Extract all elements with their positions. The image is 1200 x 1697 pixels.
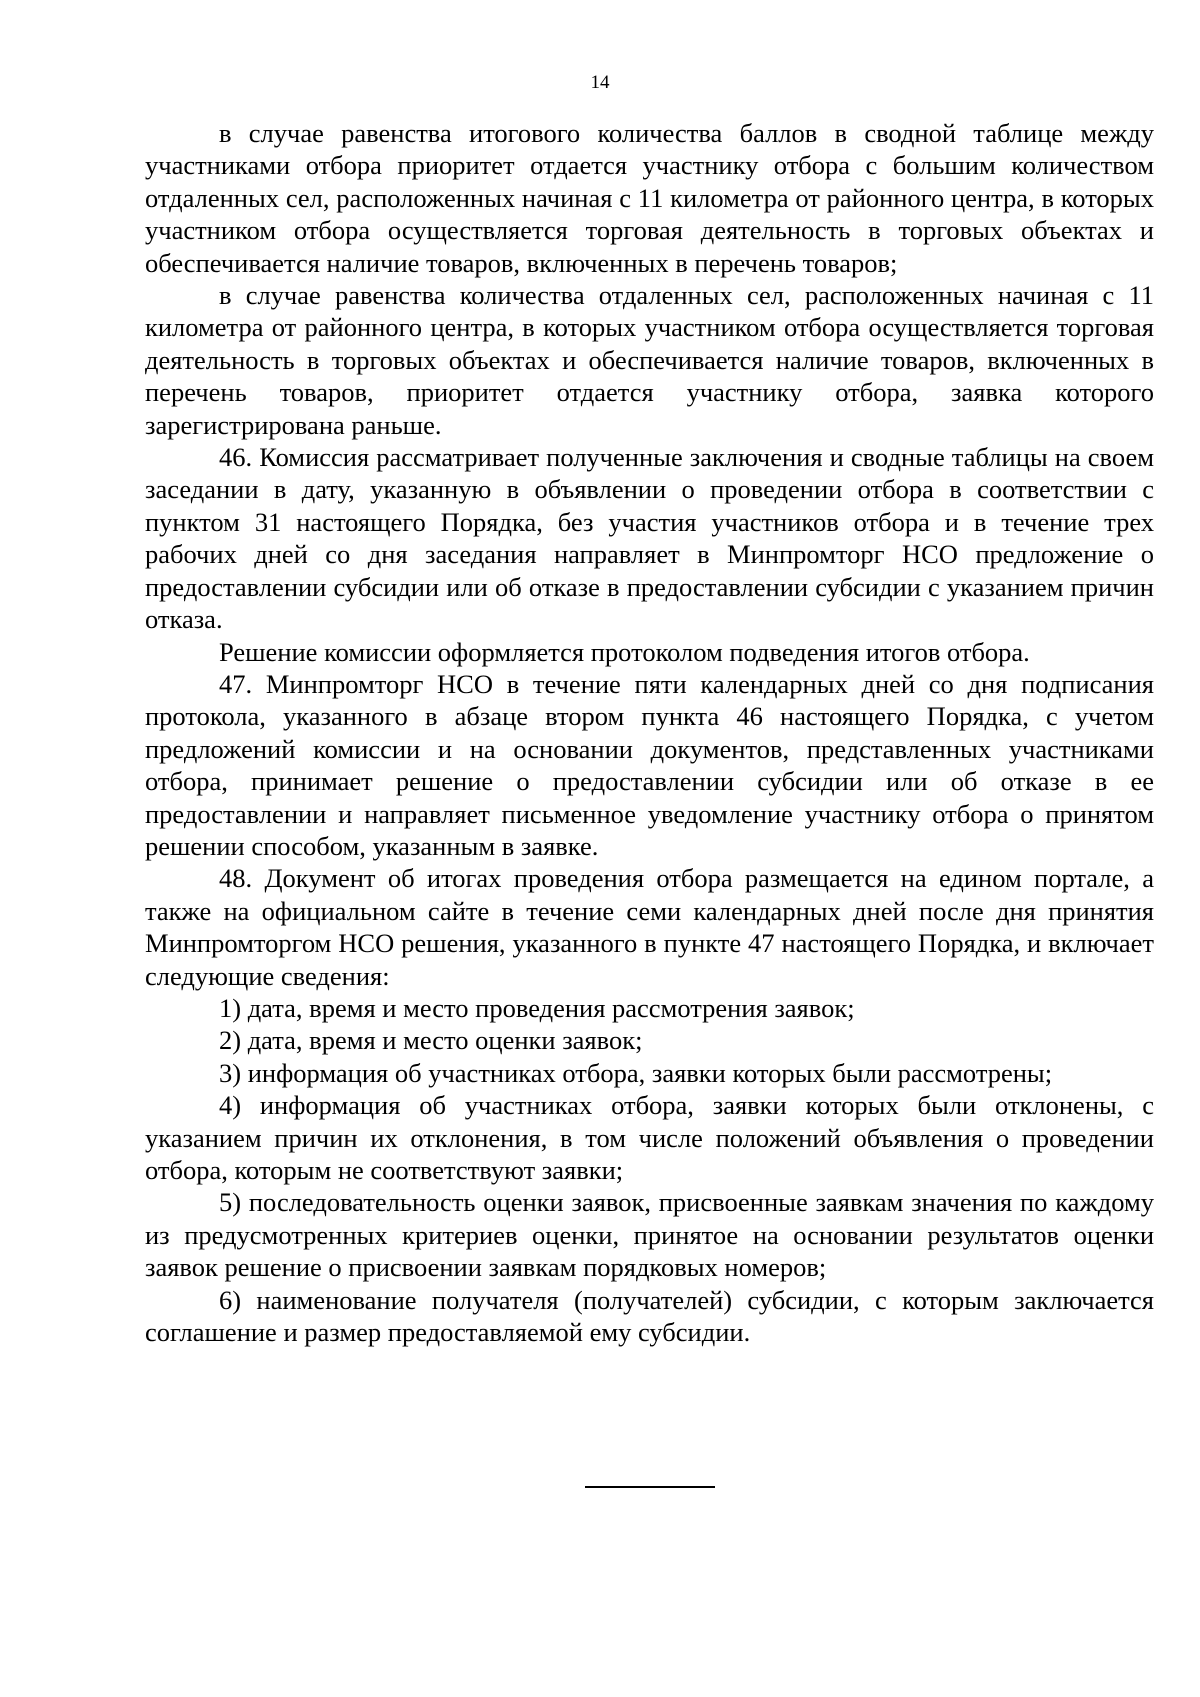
list-item-4: 4) информация об участниках отбора, заявки которых были отклонены, с указанием причин их отклонения, в том числе положений объявления о проведении отбора, которым не соответствуют заявки; — [145, 1090, 1154, 1185]
paragraph-47-ministry-decision: 47. Минпромторг НСО в течение пяти календарных дней со дня подписания протокола, указанного в абзаце втором пункта 46 настоящего Порядка, с учетом предложений комиссии и на основании документов, представленных участниками отбора, принимает решение о предоставлении субсидии или об отказе в ее предоставлении и направляет письменное уведомление участнику отбора о принятом решении способом, указанным в заявке. — [145, 668, 1154, 861]
end-divider-line — [585, 1486, 715, 1488]
paragraph-tie-remote-villages: в случае равенства количества отдаленных сел, расположенных начиная с 11 километра от районного центра, в которых участником отбора осуществляется торговая деятельность в торговых объектах и обеспечивается наличие товаров, включенных в перечень товаров, приоритет отдается участнику отбора, заявка которого зарегистрирована раньше. — [145, 280, 1154, 440]
list-item-6: 6) наименование получателя (получателей) субсидии, с которым заключается соглашение и размер предоставляемой ему субсидии. — [145, 1284, 1154, 1348]
list-item-2: 2) дата, время и место оценки заявок; — [219, 1025, 643, 1056]
list-item-3: 3) информация об участниках отбора, заявки которых были рассмотрены; — [219, 1057, 1053, 1088]
paragraph-48-results-document: 48. Документ об итогах проведения отбора размещается на едином портале, а также на официальном сайте в течение семи календарных дней после дня принятия Минпромторгом НСО решения, указанного в пункте 47 настоящего Порядка, и включает следующие сведения: — [145, 863, 1154, 991]
list-item-1: 1) дата, время и место проведения рассмотрения заявок; — [219, 992, 855, 1023]
paragraph-46-commission-review: 46. Комиссия рассматривает полученные заключения и сводные таблицы на своем заседании в дату, указанную в объявлении о проведении отбора в соответствии с пунктом 31 настоящего Порядка, без участия участников отбора и в течение трех рабочих дней со дня заседания направляет в Минпромторг НСО предложение о предоставлении субсидии или об отказе в предоставлении субсидии с указанием причин отказа. — [145, 442, 1154, 635]
page-number: 14 — [590, 72, 610, 93]
paragraph-tie-total-score: в случае равенства итогового количества баллов в сводной таблице между участниками отбора приоритет отдается участнику отбора с большим количеством отдаленных сел, расположенных начиная с 11 километра от районного центра, в которых участником отбора осуществляется торговая деятельность в торговых объектах и обеспечивается наличие товаров, включенных в перечень товаров; — [145, 118, 1154, 278]
paragraph-46-commission-decision: Решение комиссии оформляется протоколом подведения итогов отбора. — [219, 636, 1030, 667]
document-body — [145, 117, 1154, 1348]
list-item-5: 5) последовательность оценки заявок, присвоенные заявкам значения по каждому из предусмотренных критериев оценки, принятое на основании результатов оценки заявок решение о присвоении заявкам порядковых номеров; — [145, 1187, 1154, 1283]
